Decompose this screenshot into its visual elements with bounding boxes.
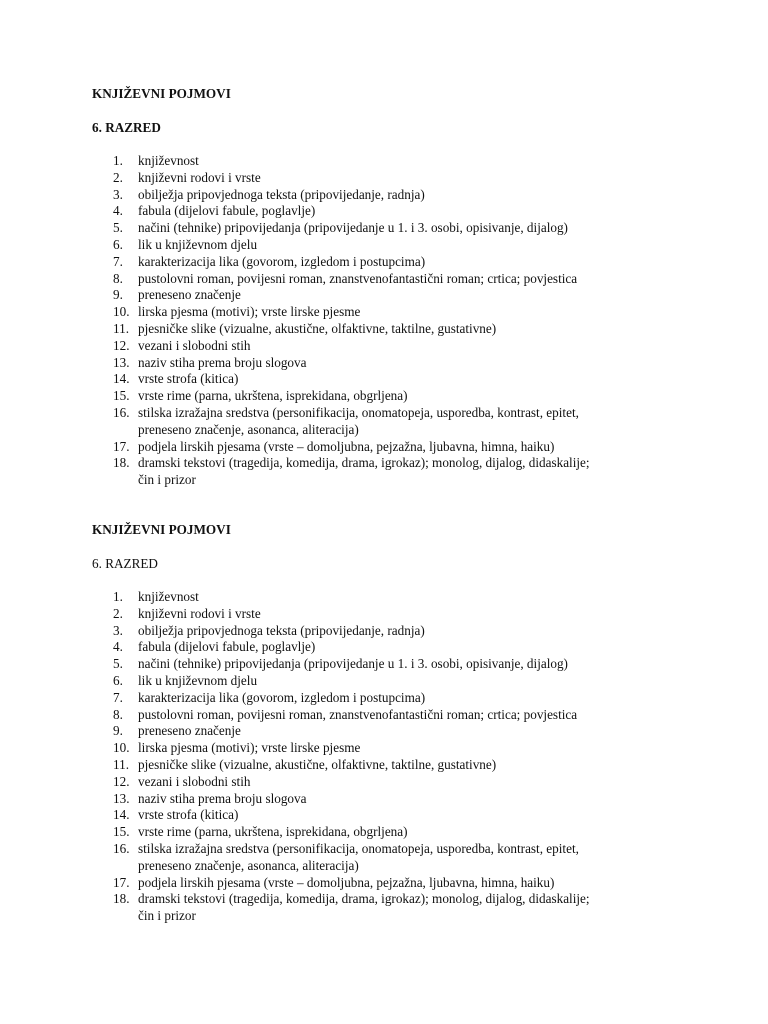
list-item bbox=[92, 740, 712, 757]
list-item-number: 14. bbox=[113, 807, 130, 823]
list-item bbox=[92, 589, 712, 606]
section-2 bbox=[92, 521, 712, 925]
list-item-text: podjela lirskih pjesama (vrste – domoljubna, pejzažna, ljubavna, himna, haiku) bbox=[138, 874, 555, 890]
list-item-text: književni rodovi i vrste bbox=[138, 169, 261, 185]
list-item bbox=[92, 807, 712, 824]
list-item-text: vezani i slobodni stih bbox=[138, 773, 251, 789]
list-item bbox=[92, 254, 712, 271]
list-item-number: 4. bbox=[113, 203, 123, 219]
list-item-number: 10. bbox=[113, 304, 130, 320]
list-item bbox=[92, 355, 712, 372]
list-item-text: vrste strofa (kitica) bbox=[138, 371, 239, 387]
list-item bbox=[92, 606, 712, 623]
list-item bbox=[92, 220, 712, 237]
list-item-text: pustolovni roman, povijesni roman, znanstvenofantastični roman; crtica; povjestica bbox=[138, 270, 578, 286]
list-item bbox=[92, 690, 712, 707]
list-item-text: lirska pjesma (motivi); vrste lirske pjesme bbox=[138, 304, 361, 320]
list-item-number: 13. bbox=[113, 790, 130, 806]
list-item-number: 4. bbox=[113, 639, 123, 655]
list-item bbox=[92, 237, 712, 254]
list-item-text: lik u književnom djelu bbox=[138, 236, 258, 252]
grade-heading: 6. RAZRED bbox=[92, 556, 158, 571]
list-item-number: 14. bbox=[113, 371, 130, 387]
list-item bbox=[92, 774, 712, 791]
list-item-number: 9. bbox=[113, 723, 123, 739]
list-item-text: vrste rime (parna, ukrštena, isprekidana, obgrljena) bbox=[138, 388, 408, 404]
list-item-number: 16. bbox=[113, 404, 130, 420]
list-item-text: preneseno značenje bbox=[138, 723, 241, 739]
list-item bbox=[92, 203, 712, 220]
list-item-text-continued: preneseno značenje, asonanca, aliteracija) bbox=[138, 421, 359, 437]
list-item-text: lirska pjesma (motivi); vrste lirske pjesme bbox=[138, 740, 361, 756]
list-item-text: pjesničke slike (vizualne, akustične, olfaktivne, taktilne, gustativne) bbox=[138, 756, 497, 772]
list-item-number: 6. bbox=[113, 236, 123, 252]
list-item-number: 2. bbox=[113, 605, 123, 621]
list-item bbox=[92, 656, 712, 673]
list-item-number: 8. bbox=[113, 270, 123, 286]
list-item-number: 8. bbox=[113, 706, 123, 722]
list-item-text: književni rodovi i vrste bbox=[138, 605, 261, 621]
grade-heading: 6. RAZRED bbox=[92, 120, 161, 135]
section-title: KNJIŽEVNI POJMOVI bbox=[92, 522, 231, 537]
list-item-text: lik u književnom djelu bbox=[138, 672, 258, 688]
list-item-number: 13. bbox=[113, 354, 130, 370]
list-item-number: 18. bbox=[113, 455, 130, 471]
list-item-text-continued: čin i prizor bbox=[138, 472, 196, 488]
list-item bbox=[92, 439, 712, 456]
list-item-text: obilježja pripovjednoga teksta (pripovijedanje, radnja) bbox=[138, 622, 425, 638]
list-item bbox=[92, 891, 712, 925]
list-item bbox=[92, 841, 712, 875]
list-item-text: književnost bbox=[138, 153, 199, 168]
list-item-text: fabula (dijelovi fabule, poglavlje) bbox=[138, 203, 316, 219]
list-item-text: pjesničke slike (vizualne, akustične, olfaktivne, taktilne, gustativne) bbox=[138, 320, 497, 336]
list-item bbox=[92, 673, 712, 690]
list-item-text: naziv stiha prema broju slogova bbox=[138, 790, 307, 806]
list-item-number: 17. bbox=[113, 438, 130, 454]
list-item bbox=[92, 321, 712, 338]
list-item bbox=[92, 371, 712, 388]
list-item-number: 10. bbox=[113, 740, 130, 756]
list-item-number: 7. bbox=[113, 253, 123, 269]
list-item-number: 16. bbox=[113, 840, 130, 856]
list-item-text: načini (tehnike) pripovijedanja (pripovijedanje u 1. i 3. osobi, opisivanje, dijalog) bbox=[138, 656, 568, 672]
list-item-number: 15. bbox=[113, 824, 130, 840]
list-item-number: 9. bbox=[113, 287, 123, 303]
list-item-number: 6. bbox=[113, 672, 123, 688]
term-list bbox=[92, 153, 712, 489]
section-title: KNJIŽEVNI POJMOVI bbox=[92, 86, 231, 101]
list-item-text: naziv stiha prema broju slogova bbox=[138, 354, 307, 370]
list-item-text: vrste strofa (kitica) bbox=[138, 807, 239, 823]
list-item-text: književnost bbox=[138, 589, 199, 604]
list-item-text: načini (tehnike) pripovijedanja (pripovijedanje u 1. i 3. osobi, opisivanje, dijalog) bbox=[138, 220, 568, 236]
list-item-number: 12. bbox=[113, 337, 130, 353]
list-item-text-continued: preneseno značenje, asonanca, aliteracija) bbox=[138, 857, 359, 873]
list-item-text: stilska izražajna sredstva (personifikacija, onomatopeja, usporedba, kontrast, epitet, bbox=[138, 404, 579, 420]
list-item-text: karakterizacija lika (govorom, izgledom i postupcima) bbox=[138, 689, 426, 705]
list-item-text: podjela lirskih pjesama (vrste – domoljubna, pejzažna, ljubavna, himna, haiku) bbox=[138, 438, 555, 454]
list-item bbox=[92, 338, 712, 355]
list-item bbox=[92, 757, 712, 774]
list-item-text-continued: čin i prizor bbox=[138, 908, 196, 924]
list-item-text: stilska izražajna sredstva (personifikacija, onomatopeja, usporedba, kontrast, epitet, bbox=[138, 840, 579, 856]
list-item bbox=[92, 639, 712, 656]
list-item-text: preneseno značenje bbox=[138, 287, 241, 303]
list-item bbox=[92, 304, 712, 321]
list-item bbox=[92, 287, 712, 304]
list-item-text: fabula (dijelovi fabule, poglavlje) bbox=[138, 639, 316, 655]
list-item bbox=[92, 455, 712, 489]
list-item bbox=[92, 187, 712, 204]
list-item-number: 12. bbox=[113, 773, 130, 789]
list-item bbox=[92, 623, 712, 640]
list-item bbox=[92, 405, 712, 439]
list-item-text: karakterizacija lika (govorom, izgledom i postupcima) bbox=[138, 253, 426, 269]
list-item-number: 5. bbox=[113, 220, 123, 236]
list-item-number: 1. bbox=[113, 153, 123, 168]
section-1 bbox=[92, 85, 712, 489]
list-item-text: vrste rime (parna, ukrštena, isprekidana, obgrljena) bbox=[138, 824, 408, 840]
list-item-text: dramski tekstovi (tragedija, komedija, drama, igrokaz); monolog, dijalog, didaskalije; bbox=[138, 455, 590, 471]
list-item-text: pustolovni roman, povijesni roman, znanstvenofantastični roman; crtica; povjestica bbox=[138, 706, 578, 722]
list-item-number: 3. bbox=[113, 622, 123, 638]
list-item bbox=[92, 388, 712, 405]
list-item bbox=[92, 707, 712, 724]
list-item bbox=[92, 170, 712, 187]
list-item-number: 18. bbox=[113, 891, 130, 907]
list-item bbox=[92, 875, 712, 892]
list-item-text: obilježja pripovjednoga teksta (pripovijedanje, radnja) bbox=[138, 186, 425, 202]
list-item bbox=[92, 271, 712, 288]
list-item-number: 2. bbox=[113, 169, 123, 185]
list-item bbox=[92, 153, 712, 170]
list-item-number: 17. bbox=[113, 874, 130, 890]
list-item bbox=[92, 723, 712, 740]
list-item-number: 3. bbox=[113, 186, 123, 202]
list-item bbox=[92, 791, 712, 808]
term-list bbox=[92, 589, 712, 925]
list-item-number: 11. bbox=[113, 756, 129, 772]
list-item-number: 5. bbox=[113, 656, 123, 672]
list-item-text: vezani i slobodni stih bbox=[138, 337, 251, 353]
list-item-number: 15. bbox=[113, 388, 130, 404]
list-item-number: 11. bbox=[113, 320, 129, 336]
list-item-text: dramski tekstovi (tragedija, komedija, drama, igrokaz); monolog, dijalog, didaskalije; bbox=[138, 891, 590, 907]
list-item bbox=[92, 824, 712, 841]
list-item-number: 1. bbox=[113, 589, 123, 604]
list-item-number: 7. bbox=[113, 689, 123, 705]
